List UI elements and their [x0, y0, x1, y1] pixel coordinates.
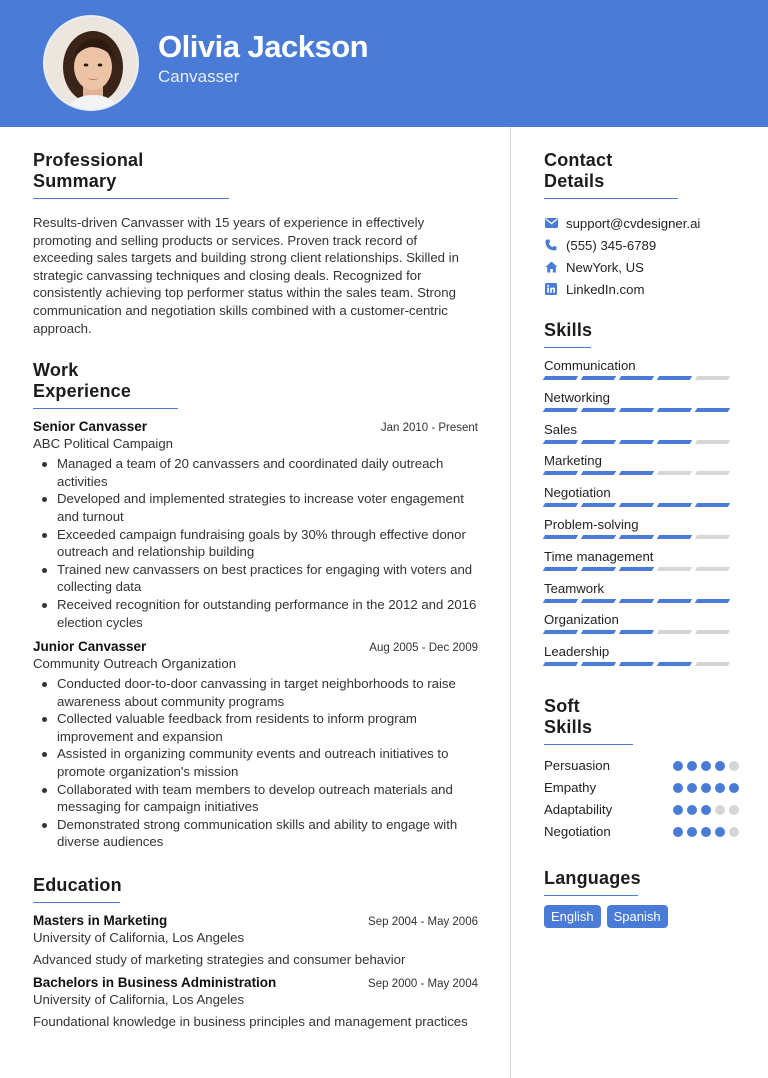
degree-title: Masters in Marketing	[33, 913, 168, 929]
job-entry	[33, 639, 478, 851]
column-divider	[510, 127, 511, 1078]
skill-level-segment	[695, 440, 730, 444]
skill-level-segment	[657, 408, 692, 412]
soft-skill-rating	[673, 761, 739, 771]
bullet-item: Collaborated with team members to develop outreach materials and messaging for campaign initiatives	[57, 781, 478, 816]
rating-dot	[729, 761, 739, 771]
contact-phone[interactable]	[544, 234, 739, 256]
job-title: Senior Canvasser	[33, 419, 148, 435]
job-date: Jan 2010 - Present	[380, 422, 478, 435]
bullet-item: Managed a team of 20 canvassers and coordinated daily outreach activities	[57, 455, 478, 490]
soft-skill-item	[544, 799, 739, 821]
skill-name: Organization	[544, 612, 619, 628]
rating-dot	[687, 783, 697, 793]
skill-level-segment	[543, 471, 578, 475]
job-organization: ABC Political Campaign	[33, 436, 173, 452]
soft-skills-heading: Soft Skills	[544, 696, 633, 745]
skill-level-segment	[619, 535, 654, 539]
skill-level-segment	[619, 376, 654, 380]
skill-item	[544, 549, 739, 581]
education-description: Foundational knowledge in business principles and management practices	[33, 1014, 468, 1030]
skill-level-segment	[657, 599, 692, 603]
rating-dot	[673, 761, 683, 771]
rating-dot	[673, 783, 683, 793]
skill-level-bar	[544, 408, 739, 412]
skill-level-segment	[581, 440, 616, 444]
skill-item	[544, 517, 739, 549]
rating-dot	[715, 827, 725, 837]
education-entry	[33, 975, 478, 1029]
soft-skill-item	[544, 777, 739, 799]
soft-skill-name: Negotiation	[544, 824, 611, 840]
skill-name: Networking	[544, 389, 610, 405]
skill-item	[544, 358, 739, 390]
degree-title: Bachelors in Business Administration	[33, 975, 277, 991]
rating-dot	[729, 827, 739, 837]
summary-text: Results-driven Canvasser with 15 years of experience in effectively promoting and selling products or services. Proven track record of exceeding sales targets and building strong client relationships. Skilled in strategic canvassing techniques and closing deals. Recognized for consistently achieving top performer status within the sales team. Strong communication and negotiation skills combined with a customer-centric approach.	[33, 215, 459, 336]
phone-text: (555) 345-6789	[566, 237, 657, 253]
skill-level-segment	[619, 471, 654, 475]
skill-level-segment	[657, 662, 692, 666]
skill-level-segment	[657, 630, 692, 634]
phone-icon	[544, 238, 558, 252]
skill-level-segment	[543, 630, 578, 634]
rating-dot	[687, 761, 697, 771]
experience-heading: Work Experience	[33, 360, 178, 409]
soft-skill-rating	[673, 805, 739, 815]
bullet-item: Exceeded campaign fundraising goals by 30% through effective donor outreach and relationship building	[57, 526, 478, 561]
soft-skill-item	[544, 821, 739, 843]
rating-dot	[673, 805, 683, 815]
skill-level-segment	[695, 535, 730, 539]
skills-heading: Skills	[544, 320, 591, 348]
skill-level-segment	[581, 503, 616, 507]
skill-level-bar	[544, 599, 739, 603]
email-text: support@cvdesigner.ai	[566, 215, 701, 231]
language-tag: English	[544, 905, 601, 928]
rating-dot	[701, 761, 711, 771]
contact-linkedin[interactable]	[544, 278, 739, 300]
education-entry	[33, 913, 478, 967]
bullet-item: Conducted door-to-door canvassing in target neighborhoods to raise awareness about community programs	[57, 675, 478, 710]
education-heading: Education	[33, 875, 120, 903]
skill-level-segment	[543, 599, 578, 603]
rating-dot	[715, 761, 725, 771]
skill-level-bar	[544, 376, 739, 380]
candidate-role: Canvasser	[158, 67, 240, 86]
language-tag: Spanish	[607, 905, 668, 928]
job-entry	[33, 419, 478, 631]
education-date: Sep 2000 - May 2004	[368, 978, 478, 991]
skill-level-segment	[581, 662, 616, 666]
rating-dot	[701, 805, 711, 815]
skill-name: Leadership	[544, 644, 610, 660]
skill-level-segment	[543, 535, 578, 539]
bullet-item: Demonstrated strong communication skills and ability to engage with diverse audiences	[57, 816, 478, 851]
skill-name: Negotiation	[544, 485, 611, 501]
job-bullets	[33, 455, 478, 631]
job-bullets	[33, 675, 478, 851]
skill-level-bar	[544, 630, 739, 634]
skill-level-segment	[619, 408, 654, 412]
skill-name: Sales	[544, 421, 577, 437]
skill-level-segment	[543, 567, 578, 571]
contact-email[interactable]	[544, 212, 739, 234]
soft-skill-rating	[673, 827, 739, 837]
soft-skills-section	[544, 696, 739, 843]
skill-item	[544, 644, 739, 676]
skills-section	[544, 320, 739, 676]
skill-level-segment	[695, 503, 730, 507]
main-column	[33, 150, 478, 1029]
home-icon	[544, 260, 558, 274]
skill-level-bar	[544, 662, 739, 666]
skill-level-segment	[543, 376, 578, 380]
soft-skill-name: Persuasion	[544, 758, 610, 774]
school-name: University of California, Los Angeles	[33, 992, 245, 1008]
skill-level-segment	[543, 662, 578, 666]
bullet-item: Received recognition for outstanding performance in the 2012 and 2016 election cycles	[57, 596, 477, 630]
soft-skill-name: Adaptability	[544, 802, 613, 818]
skill-level-segment	[619, 503, 654, 507]
skill-level-segment	[695, 408, 730, 412]
skill-level-segment	[657, 471, 692, 475]
skill-level-segment	[695, 567, 730, 571]
job-organization: Community Outreach Organization	[33, 656, 237, 672]
location-text: NewYork, US	[566, 259, 644, 275]
skill-level-segment	[657, 503, 692, 507]
bullet-item: Collected valuable feedback from residents to inform program improvement and expansion	[57, 710, 478, 745]
skill-level-segment	[581, 567, 616, 571]
skill-name: Time management	[544, 548, 654, 564]
soft-skill-rating	[673, 783, 739, 793]
skill-level-segment	[543, 408, 578, 412]
skill-level-segment	[581, 471, 616, 475]
bullet-item: Trained new canvassers on best practices for engaging with voters and collecting data	[57, 561, 478, 596]
rating-dot	[701, 783, 711, 793]
languages-heading: Languages	[544, 868, 638, 896]
contact-section	[544, 150, 739, 300]
skill-item	[544, 485, 739, 517]
skill-level-bar	[544, 567, 739, 571]
rating-dot	[729, 783, 739, 793]
education-date: Sep 2004 - May 2006	[368, 916, 478, 929]
header-banner	[0, 0, 768, 127]
contact-heading: Contact Details	[544, 150, 678, 199]
profile-photo	[43, 15, 139, 111]
skill-item	[544, 422, 739, 454]
bullet-item: Assisted in organizing community events and outreach initiatives to promote organization's mission	[57, 745, 478, 780]
summary-section	[33, 150, 478, 337]
job-date: Aug 2005 - Dec 2009	[369, 642, 478, 655]
skill-level-bar	[544, 535, 739, 539]
envelope-icon	[544, 216, 558, 230]
skill-level-segment	[581, 408, 616, 412]
skill-level-segment	[695, 599, 730, 603]
skill-item	[544, 453, 739, 485]
soft-skill-item	[544, 755, 739, 777]
skill-level-segment	[695, 471, 730, 475]
soft-skill-name: Empathy	[544, 780, 597, 796]
skill-level-segment	[581, 535, 616, 539]
skill-name: Problem-solving	[544, 516, 639, 532]
skill-level-segment	[695, 630, 730, 634]
skill-level-segment	[543, 440, 578, 444]
skill-level-segment	[657, 440, 692, 444]
skill-level-segment	[619, 662, 654, 666]
skill-level-bar	[544, 503, 739, 507]
rating-dot	[701, 827, 711, 837]
skill-item	[544, 390, 739, 422]
education-description: Advanced study of marketing strategies and consumer behavior	[33, 952, 406, 968]
rating-dot	[715, 805, 725, 815]
skill-level-segment	[543, 503, 578, 507]
skill-name: Marketing	[544, 453, 602, 469]
skill-level-segment	[619, 630, 654, 634]
rating-dot	[687, 827, 697, 837]
sidebar-column	[544, 150, 739, 928]
skill-name: Communication	[544, 358, 636, 373]
languages-section	[544, 868, 739, 928]
skill-level-bar	[544, 471, 739, 475]
skill-level-segment	[695, 376, 730, 380]
rating-dot	[673, 827, 683, 837]
experience-section	[33, 360, 478, 851]
skill-level-segment	[581, 630, 616, 634]
skill-level-segment	[581, 376, 616, 380]
skill-level-bar	[544, 440, 739, 444]
linkedin-icon	[544, 282, 558, 296]
candidate-name: Olivia Jackson	[158, 29, 369, 64]
rating-dot	[687, 805, 697, 815]
skill-level-segment	[657, 567, 692, 571]
rating-dot	[715, 783, 725, 793]
skill-level-segment	[581, 599, 616, 603]
skill-level-segment	[695, 662, 730, 666]
linkedin-text: LinkedIn.com	[566, 281, 645, 297]
summary-heading: Professional Summary	[33, 150, 229, 199]
bullet-item: Developed and implemented strategies to increase voter engagement and turnout	[57, 490, 478, 525]
job-title: Junior Canvasser	[33, 639, 147, 655]
rating-dot	[729, 805, 739, 815]
skill-level-segment	[657, 376, 692, 380]
contact-location	[544, 256, 739, 278]
skill-item	[544, 581, 739, 613]
skill-level-segment	[619, 567, 654, 571]
skill-level-segment	[619, 599, 654, 603]
skill-item	[544, 612, 739, 644]
skill-name: Teamwork	[544, 580, 605, 596]
school-name: University of California, Los Angeles	[33, 930, 245, 946]
skill-level-segment	[657, 535, 692, 539]
education-section	[33, 875, 478, 1029]
skill-level-segment	[619, 440, 654, 444]
